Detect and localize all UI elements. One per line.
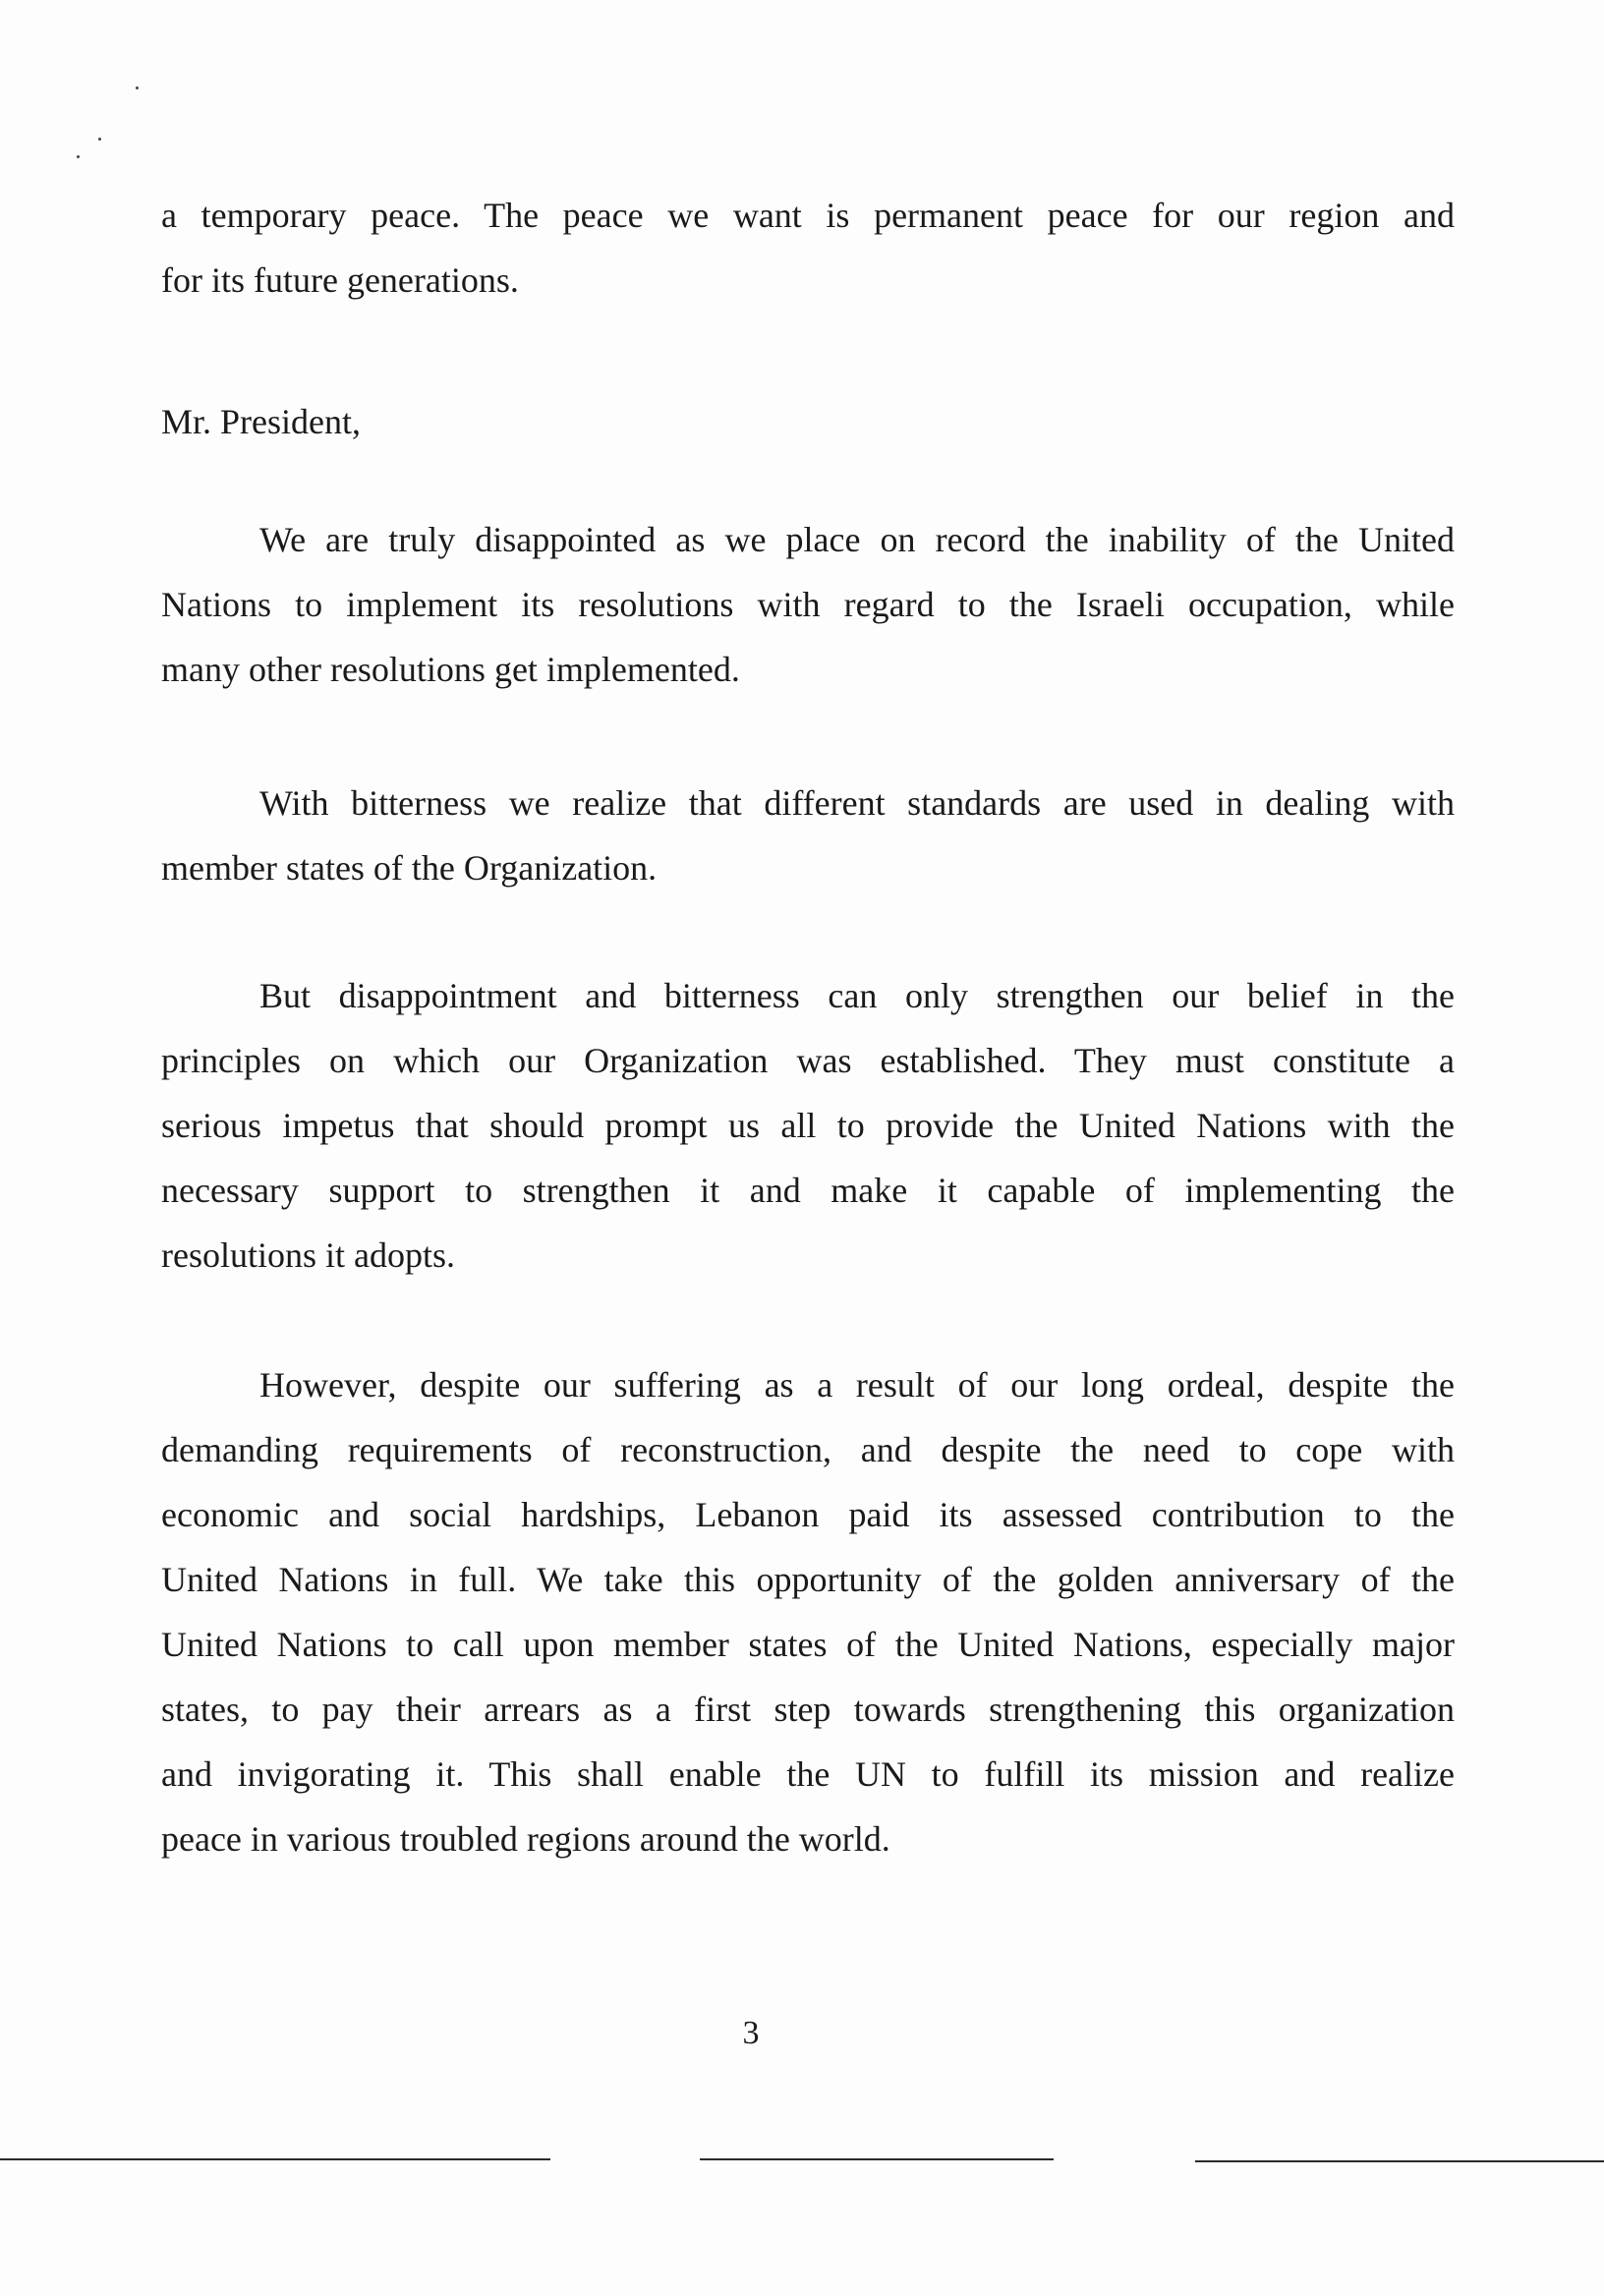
- text-line: peace in various troubled regions around the world.: [161, 1819, 890, 1859]
- paragraph-disappointed: [161, 507, 1455, 702]
- text-line: United Nations to call upon member states of the United Nations, especially major: [161, 1625, 1455, 1664]
- text-line: We are truly disappointed as we place on record the inability of the United: [259, 520, 1455, 559]
- paragraph-principles: [161, 963, 1455, 1288]
- salutation: [161, 389, 1455, 454]
- scan-speck: [77, 155, 80, 158]
- text-line: With bitterness we realize that different standards are used in dealing with: [259, 783, 1455, 823]
- paragraph-bitterness: [161, 771, 1455, 900]
- bottom-rule-right: [1195, 2160, 1604, 2162]
- text-line: However, despite our suffering as a result of our long ordeal, despite the: [259, 1365, 1455, 1405]
- text-line: economic and social hardships, Lebanon paid its assessed contribution to the: [161, 1495, 1455, 1534]
- text-line: necessary support to strengthen it and make it capable of implementing the: [161, 1171, 1455, 1210]
- text-line: many other resolutions get implemented.: [161, 650, 740, 689]
- scan-speck: [136, 86, 139, 89]
- text-line: Mr. President,: [161, 402, 361, 441]
- paragraph-contribution: [161, 1352, 1455, 1871]
- text-line: principles on which our Organization was established. They must constitute a: [161, 1041, 1455, 1080]
- paragraph-continuation: [161, 183, 1455, 313]
- text-line: and invigorating it. This shall enable the UN to fulfill its mission and realize: [161, 1754, 1455, 1794]
- text-line: demanding requirements of reconstruction, and despite the need to cope with: [161, 1430, 1455, 1469]
- page-number: 3: [742, 2015, 760, 2051]
- text-line: states, to pay their arrears as a first step towards strengthening this organization: [161, 1690, 1455, 1729]
- bottom-rule-center: [700, 2158, 1054, 2160]
- text-line: United Nations in full. We take this opportunity of the golden anniversary of the: [161, 1560, 1455, 1599]
- text-line: for its future generations.: [161, 260, 519, 300]
- text-line: resolutions it adopts.: [161, 1235, 455, 1275]
- text-line: But disappointment and bitterness can only strengthen our belief in the: [259, 976, 1455, 1015]
- scan-speck: [98, 138, 101, 141]
- bottom-rule-left: [0, 2158, 550, 2160]
- text-line: a temporary peace. The peace we want is permanent peace for our region and: [161, 196, 1455, 235]
- text-line: Nations to implement its resolutions with regard to the Israeli occupation, while: [161, 585, 1455, 624]
- text-line: serious impetus that should prompt us all to provide the United Nations with the: [161, 1106, 1455, 1145]
- text-line: member states of the Organization.: [161, 848, 658, 888]
